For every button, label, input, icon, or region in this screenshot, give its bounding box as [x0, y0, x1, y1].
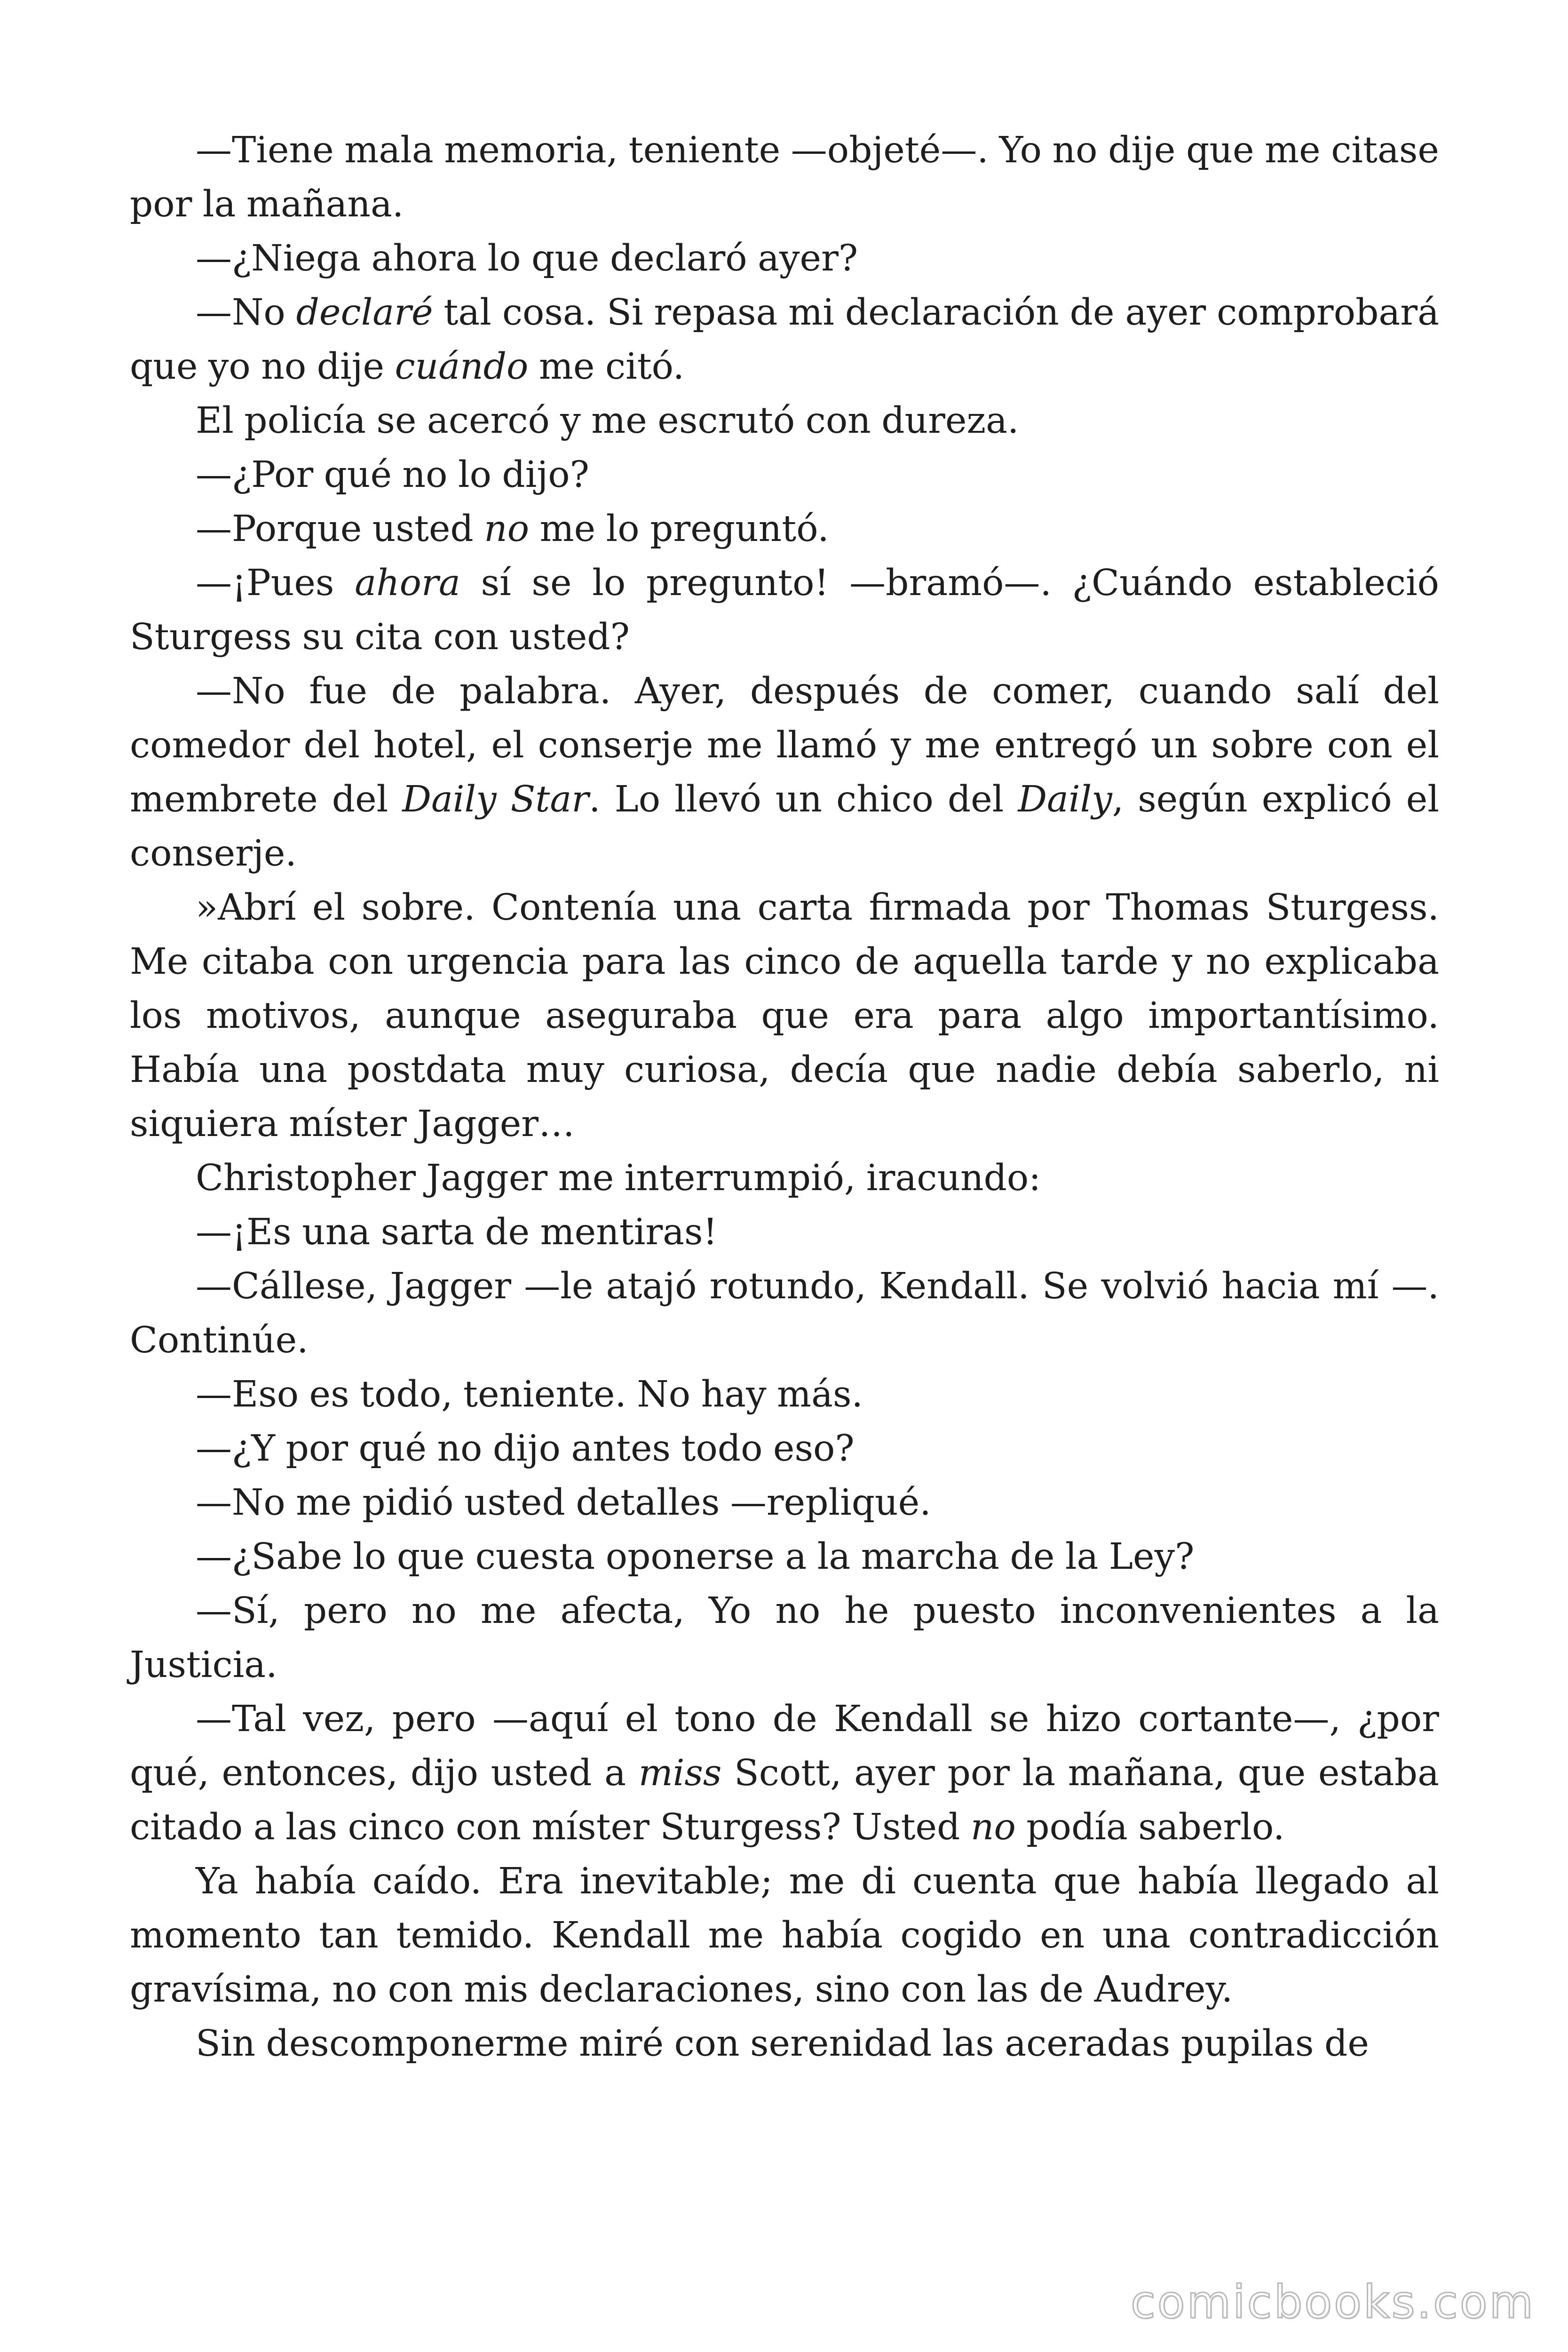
text-run: El policía se acercó y me escrutó con dureza. [196, 400, 1019, 442]
italic-run: no [484, 508, 530, 550]
italic-run: declaré [296, 292, 433, 334]
text-run: podía saberlo. [1015, 1806, 1285, 1848]
italic-run: no [970, 1806, 1016, 1848]
text-run: »Abrí el sobre. Contenía una carta firmada por Thomas Sturgess. Me citaba con urgencia para las cinco de aquella tarde y no explicaba los motivos, aunque aseguraba que era para algo importantísimo. Había una postdata muy curiosa, decía que nadie debía saberlo, ni siquiera míster Jagger… [130, 887, 1439, 1145]
paragraph [130, 448, 1439, 502]
text-run: Ya había caído. Era inevitable; me di cuenta que había llegado al momento tan temido. Kendall me había cogido en una contradicción gravísima, no con mis declaraciones, sino con las de Audrey. [130, 1860, 1439, 2010]
text-run: Christopher Jagger me interrumpió, iracundo: [196, 1157, 1041, 1199]
text-run: tal cosa. Si repasa mi declaración de ayer comprobará que yo no dije [130, 292, 1439, 388]
paragraph [130, 1854, 1439, 2017]
text-run: sí se lo pregunto! —bramó—. ¿Cuándo estableció Sturgess su cita con usted? [130, 562, 1439, 658]
text-run: Sin descomponerme miré con serenidad las aceradas pupilas de [196, 2023, 1369, 2065]
paragraph [130, 1584, 1439, 1692]
paragraph [130, 1259, 1439, 1367]
text-run: —¿Niega ahora lo que declaró ayer? [196, 238, 858, 279]
text-run: —No fue de palabra. Ayer, después de comer, cuando salí del comedor del hotel, el conserje me llamó y me entregó un sobre con el membrete del [130, 670, 1439, 820]
paragraph [130, 1205, 1439, 1259]
text-run: —¿Por qué no lo dijo? [196, 454, 589, 496]
paragraph [130, 394, 1439, 448]
paragraph [130, 1151, 1439, 1205]
text-run: me lo preguntó. [529, 508, 829, 550]
paragraph [130, 2017, 1439, 2071]
text-run: —Sí, pero no me afecta, Yo no he puesto inconvenientes a la Justicia. [130, 1590, 1439, 1686]
text-run: —¡Es una sarta de mentiras! [196, 1211, 718, 1253]
text-run: —Porque usted [196, 508, 484, 550]
text-run: —No [196, 292, 296, 334]
paragraph [130, 664, 1439, 881]
paragraph [130, 1476, 1439, 1530]
watermark: comicbooks.com [1130, 2276, 1535, 2328]
page-body [130, 123, 1439, 2071]
paragraph [130, 1692, 1439, 1854]
text-run: , según explicó el conserje. [130, 779, 1439, 874]
italic-run: ahora [355, 562, 460, 604]
text-run: —Eso es todo, teniente. No hay más. [196, 1374, 863, 1415]
text-run: —¿Y por qué no dijo antes todo eso? [196, 1428, 855, 1470]
italic-run: Daily [1018, 779, 1112, 820]
italic-run: miss [638, 1752, 722, 1794]
text-run: —Tal vez, pero —aquí el tono de Kendall se hizo cortante—, ¿por qué, entonces, dijo usted a [130, 1698, 1439, 1794]
italic-run: cuándo [395, 346, 529, 388]
text-run: —¡Pues [196, 562, 355, 604]
paragraph [130, 231, 1439, 286]
paragraph [130, 286, 1439, 394]
paragraph [130, 881, 1439, 1151]
italic-run: Daily Star [402, 779, 589, 820]
paragraph [130, 502, 1439, 556]
paragraph [130, 1422, 1439, 1476]
paragraph [130, 556, 1439, 664]
paragraph [130, 1367, 1439, 1422]
text-run: —Tiene mala memoria, teniente —objeté—. Yo no dije que me citase por la mañana. [130, 129, 1439, 225]
text-run: —¿Sabe lo que cuesta oponerse a la marcha de la Ley? [196, 1536, 1195, 1578]
text-run: me citó. [528, 346, 685, 388]
text-run: —No me pidió usted detalles —repliqué. [196, 1482, 931, 1524]
text-run: Scott, ayer por la mañana, que estaba citado a las cinco con míster Sturgess? Usted [130, 1752, 1439, 1848]
text-run: . Lo llevó un chico del [589, 779, 1018, 820]
paragraph [130, 1530, 1439, 1584]
paragraph [130, 123, 1439, 231]
text-run: —Cállese, Jagger —le atajó rotundo, Kendall. Se volvió hacia mí —. Continúe. [130, 1265, 1439, 1361]
